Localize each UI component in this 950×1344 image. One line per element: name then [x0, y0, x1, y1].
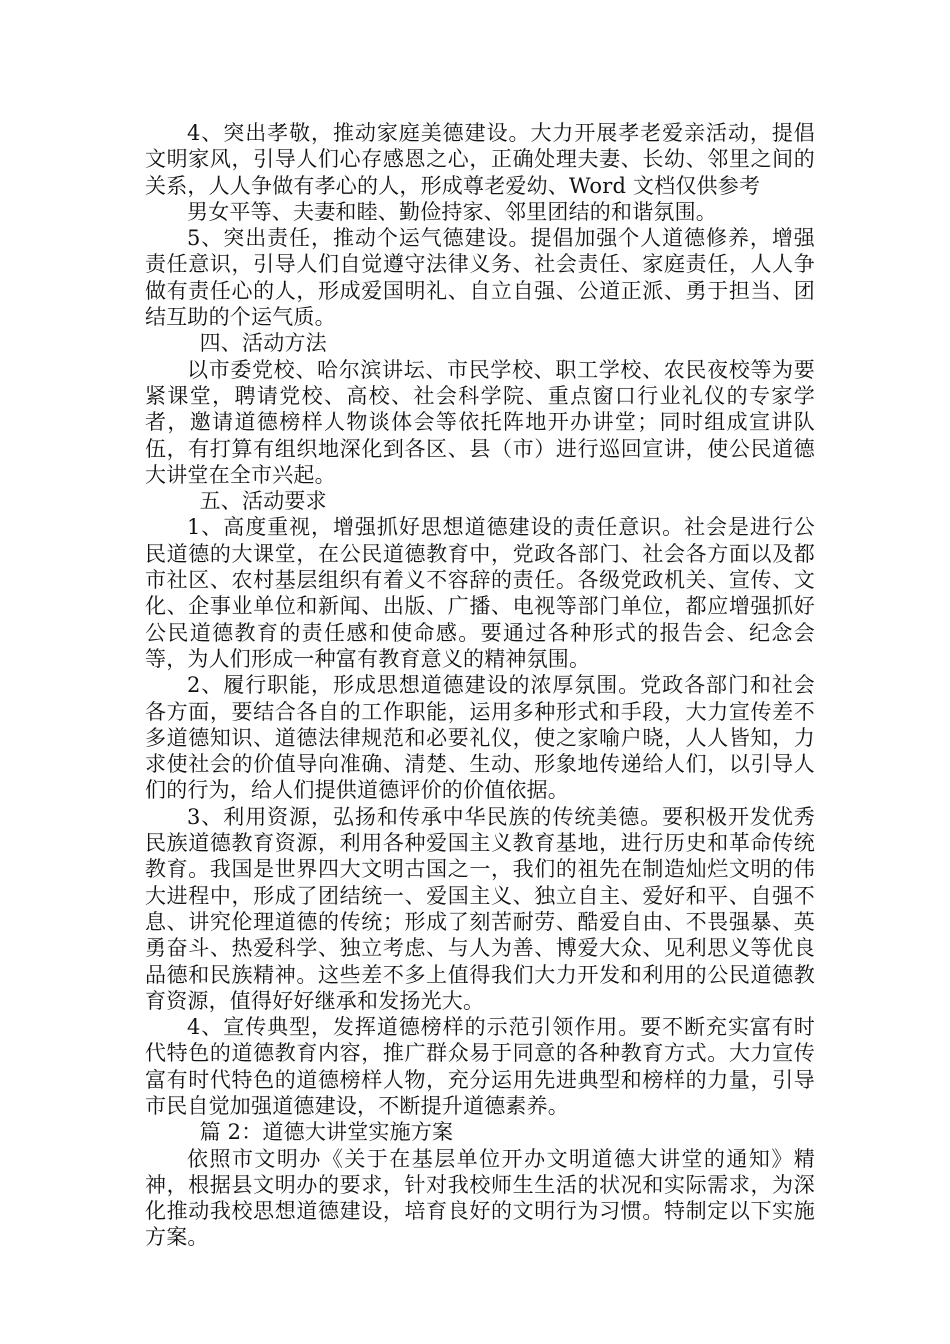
paragraph-requirement-4: 4、宣传典型，发挥道德榜样的示范引领作用。要不断充实富有时代特色的道德教育内容，推广群众易于同意的各种教育方式。大力宣传富有时代特色的道德榜样人物，充分运用先进典型和榜样的力量，引导市民自觉加强道德建设，不断提升道德素养。: [145, 1015, 815, 1118]
paragraph-requirement-2: 2、履行职能，形成思想道德建设的浓厚氛围。党政各部门和社会各方面，要结合各自的工作职能，运用多种形式和手段，大力宣传差不多道德知识、道德法律规范和必要礼仪，使之家喻户晓，人人皆知，力求使社会的价值导向准确、清楚、生动、形象地传递给人们，以引导人们的行为，给人们提供道德评价的价值依据。: [145, 673, 815, 803]
paragraph-part-2-intro: 依照市文明办《关于在基层单位开办文明道德大讲堂的通知》精神，根据县文明办的要求，针对我校师生生活的状况和实际需求，为深化推动我校思想道德建设，培育良好的文明行为习惯。特制定以下实施方案。: [145, 1146, 815, 1250]
paragraph-requirement-3: 3、利用资源，弘扬和传承中华民族的传统美德。要积极开发优秀民族道德教育资源，利用各种爱国主义教育基地，进行历史和革命传统教育。我国是世界四大文明古国之一，我们的祖先在制造灿烂文明的伟大进程中，形成了团结统一、爱国主义、独立自主、爱好和平、自强不息、讲究伦理道德的传统；形成了刻苦耐劳、酷爱自由、不畏强暴、英勇奋斗、热爱科学、独立考虑、与人为善、博爱大众、见利思义等优良品德和民族精神。这些差不多上值得我们大力开发和利用的公民道德教育资源，值得好好继承和发扬光大。: [145, 804, 815, 1013]
document-page: [145, 120, 815, 1251]
section-heading-methods: 四、活动方法: [199, 331, 327, 356]
paragraph-responsibility: 5、突出责任，推动个运气德建设。提倡加强个人道德修养，增强责任意识，引导人们自觉遵守法律义务、社会责任、家庭责任，人人争做有责任心的人，形成爱国明礼、自立自强、公道正派、勇于担当、团结互助的个运气质。: [145, 226, 815, 330]
paragraph-requirement-1: 1、高度重视，增强抓好思想道德建设的责任意识。社会是进行公民道德的大课堂，在公民道德教育中，党政各部门、社会各方面以及都市社区、农村基层组织有着义不容辞的责任。各级党政机关、宣传、文化、企事业单位和新闻、出版、广播、电视等部门单位，都应增强抓好公民道德教育的责任感和使命感。要通过各种形式的报告会、纪念会等，为人们形成一种富有教育意义的精神氛围。: [145, 515, 815, 671]
section-heading-part-2: 篇 2：道德大讲堂实施方案: [199, 1120, 454, 1145]
section-heading-requirements: 五、活动要求: [199, 489, 327, 514]
paragraph-filial-piety: 4、突出孝敬，推动家庭美德建设。大力开展孝老爱亲活动，提倡文明家风，引导人们心存感恩之心，正确处理夫妻、长幼、邻里之间的关系，人人争做有孝心的人，形成尊老爱幼、Word 文档仅供参考: [145, 121, 815, 198]
paragraph-harmony: 男女平等、夫妻和睦、勤俭持家、邻里团结的和谐氛围。: [187, 199, 717, 224]
paragraph-methods: 以市委党校、哈尔滨讲坛、市民学校、职工学校、农民夜校等为要紧课堂，聘请党校、高校、社会科学院、重点窗口行业礼仪的专家学者，邀请道德榜样人物谈体会等依托阵地开办讲堂；同时组成宣讲队伍，有打算有组织地深化到各区、县（市）进行巡回宣讲，使公民道德大讲堂在全市兴起。: [145, 357, 815, 487]
